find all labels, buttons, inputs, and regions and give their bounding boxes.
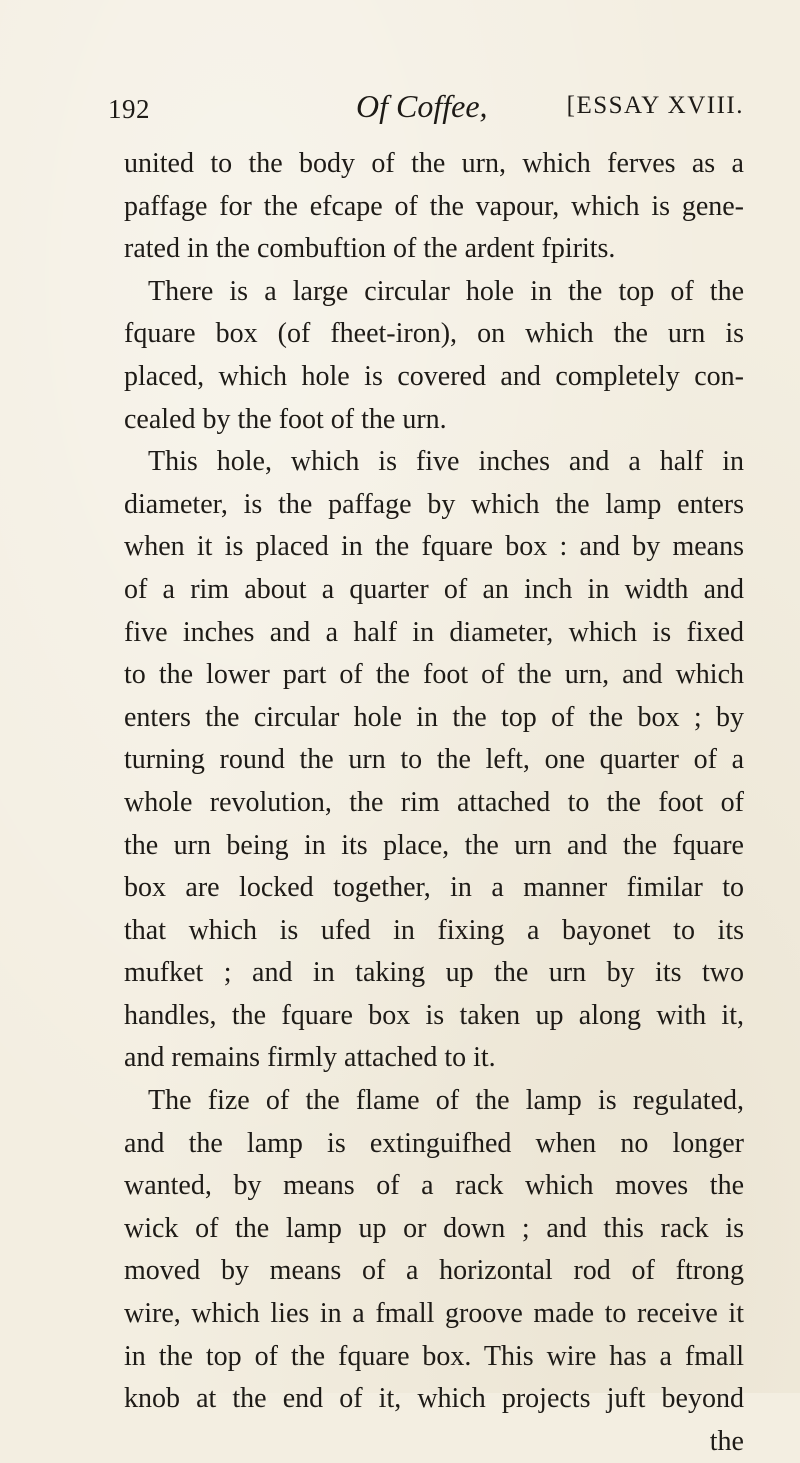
text-line: and the lamp is extinguifhed when no longer <box>124 1127 744 1159</box>
essay-reference: [ESSAY XVIII. <box>566 92 744 119</box>
body-text <box>124 143 744 1463</box>
text-line: diameter, is the paffage by which the lamp enters <box>124 488 744 520</box>
text-line: box are locked together, in a manner fimilar to <box>124 872 744 904</box>
text-line: that which is ufed in fixing a bayonet to its <box>124 914 744 946</box>
paragraph-start-line: There is a large circular hole in the top of the <box>148 275 744 307</box>
text-line: fquare box (of fheet-iron), on which the urn is <box>124 318 744 350</box>
running-head <box>108 88 744 128</box>
text-line: five inches and a half in diameter, which is fixed <box>124 616 744 648</box>
text-line: paffage for the efcape of the vapour, which is gene- <box>124 190 744 222</box>
text-line: handles, the fquare box is taken up along with it, <box>124 999 744 1031</box>
text-line: in the top of the fquare box. This wire has a fmall <box>124 1340 744 1372</box>
text-line: wire, which lies in a fmall groove made to receive it <box>124 1298 744 1330</box>
text-line: the urn being in its place, the urn and the fquare <box>124 829 744 861</box>
text-line: whole revolution, the rim attached to the foot of <box>124 786 744 818</box>
text-line: mufket ; and in taking up the urn by its two <box>124 957 744 989</box>
text-line: rated in the combuftion of the ardent fpirits. <box>124 233 616 265</box>
text-line: of a rim about a quarter of an inch in width and <box>124 573 744 605</box>
paragraph-start-line: The fize of the flame of the lamp is regulated, <box>148 1085 744 1117</box>
text-line: placed, which hole is covered and completely con- <box>124 360 744 392</box>
text-line: to the lower part of the foot of the urn, and which <box>124 659 744 691</box>
page-number: 192 <box>108 94 150 124</box>
catchword: the <box>709 1425 744 1457</box>
running-title: Of Coffee, <box>356 88 488 124</box>
text-line: moved by means of a horizontal rod of ftrong <box>124 1255 744 1287</box>
text-line: turning round the urn to the left, one quarter of a <box>124 744 744 776</box>
text-line: knob at the end of it, which projects juft beyond <box>124 1383 744 1415</box>
text-line: and remains firmly attached to it. <box>124 1042 496 1074</box>
text-line: wick of the lamp up or down ; and this rack is <box>124 1212 744 1244</box>
text-line: cealed by the foot of the urn. <box>124 403 447 435</box>
text-line: wanted, by means of a rack which moves the <box>124 1170 744 1202</box>
text-line: enters the circular hole in the top of the box ; by <box>124 701 744 733</box>
paragraph-start-line: This hole, which is five inches and a half in <box>148 446 744 478</box>
text-line: united to the body of the urn, which ferves as a <box>124 148 744 179</box>
text-line: when it is placed in the fquare box : and by means <box>124 531 744 563</box>
